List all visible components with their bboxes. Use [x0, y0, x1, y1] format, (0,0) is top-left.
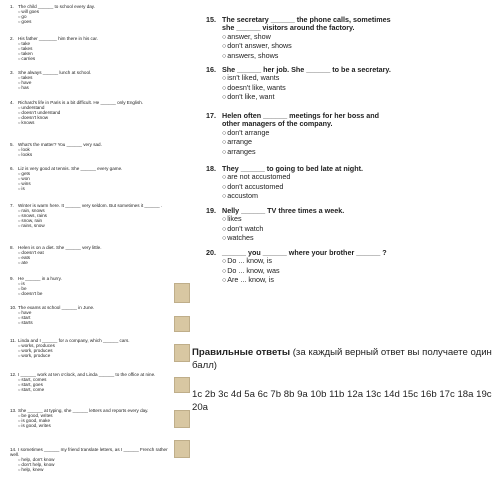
answer-option[interactable]: ○ understand — [10, 105, 170, 110]
answer-option[interactable]: ○ has — [10, 85, 170, 90]
question-text: I ______ work at ten o'clock, and Linda ______ to the office at nine. — [18, 372, 156, 377]
thumbnail[interactable] — [174, 344, 190, 362]
thumbnail[interactable] — [174, 440, 190, 458]
question-number: 6. — [10, 166, 14, 171]
question-number: 14. — [10, 447, 17, 452]
answer-option[interactable]: ○ Do ... know, was — [206, 267, 491, 276]
question — [10, 70, 170, 90]
question — [10, 166, 170, 191]
answer-option[interactable]: ○ don't accustomed — [206, 183, 491, 192]
question-number: 8. — [10, 245, 14, 250]
question-text: I sometimes ______ my friend translate letters, as I ______ French rather well. — [10, 447, 168, 458]
question-number: 20. — [206, 248, 216, 257]
question-number: 15. — [206, 15, 216, 24]
answer-option[interactable]: ○ arranges — [206, 148, 491, 157]
answer-option[interactable]: ○ start — [10, 315, 170, 320]
answer-option[interactable]: ○ help, don't know — [10, 457, 170, 462]
answer-option[interactable]: ○ knows — [10, 120, 170, 125]
question — [10, 100, 170, 125]
thumbnail-strip — [172, 0, 194, 480]
answer-option[interactable]: ○ rains, snow — [10, 223, 170, 228]
answer-option[interactable]: ○ have — [10, 80, 170, 85]
answers-key: 1c 2b 3c 4d 5a 6c 7b 8b 9a 10b 11b 12a 13c 14d 15c 16b 17c 18a 19c 20a — [192, 389, 492, 413]
answer-option[interactable]: ○ is good, writes — [10, 423, 170, 428]
question — [206, 165, 491, 202]
question-text: The child ______ to school every day. — [18, 4, 96, 9]
answer-option[interactable]: ○ answer, show — [206, 33, 491, 42]
answer-option[interactable]: ○ doesn't be — [10, 291, 170, 296]
answer-option[interactable]: ○ look — [10, 147, 170, 152]
question — [10, 203, 170, 228]
answer-option[interactable]: ○ is — [10, 281, 170, 286]
answer-option[interactable]: ○ isn't liked, wants — [206, 74, 491, 83]
answer-option[interactable]: ○ answers, shows — [206, 52, 491, 61]
question — [206, 207, 491, 244]
question — [10, 36, 170, 61]
answer-option[interactable]: ○ looks — [10, 152, 170, 157]
question-text-continued: other managers of the company. — [222, 119, 333, 129]
question — [10, 142, 170, 157]
question-number: 10. — [10, 305, 17, 310]
answer-option[interactable]: ○ work, produces — [10, 348, 170, 353]
thumbnail[interactable] — [174, 283, 190, 303]
answer-option[interactable]: ○ Are ... know, is — [206, 276, 491, 285]
answer-option[interactable]: ○ snows, rains — [10, 213, 170, 218]
left-page — [0, 0, 172, 480]
question-text: The exams at school ______ in June. — [18, 305, 95, 310]
question-text: She ______ her job. She ______ to be a secretary. — [222, 65, 391, 74]
answer-option[interactable]: ○ works, produces — [10, 343, 170, 348]
answer-option[interactable]: ○ taken — [10, 51, 170, 56]
thumbnail[interactable] — [174, 410, 190, 428]
answers-heading: Правильные ответы (за каждый верный ответ вы получаете один балл) — [192, 347, 492, 371]
question-text: His father _______ him there in his car. — [18, 36, 98, 41]
question — [10, 408, 170, 428]
question-number: 19. — [206, 206, 216, 215]
question — [206, 249, 491, 286]
question — [10, 338, 170, 358]
question-text: What's the matter? You ______ very sad. — [18, 142, 102, 147]
answer-option[interactable]: ○ start, come — [10, 387, 170, 392]
answer-option[interactable]: ○ doesn't eat — [10, 250, 170, 255]
answer-option[interactable]: ○ start, comes — [10, 377, 170, 382]
answer-option[interactable]: ○ don't like, want — [206, 93, 491, 102]
question — [206, 16, 491, 61]
question-text: Liz is very good at tennis. She ______ every game. — [18, 166, 123, 171]
answer-option[interactable]: ○ gets — [10, 171, 170, 176]
question — [10, 305, 170, 325]
question-number: 17. — [206, 111, 216, 120]
question-text: Nelly ______ TV three times a week. — [222, 206, 345, 215]
answer-option[interactable]: ○ Do ... know, is — [206, 257, 491, 266]
answer-option[interactable]: ○ eats — [10, 255, 170, 260]
question-text: He ______ in a hurry. — [18, 276, 62, 281]
answer-option[interactable]: ○ work, produce — [10, 353, 170, 358]
answer-option[interactable]: ○ take — [10, 41, 170, 46]
answer-option[interactable]: ○ doesn't know — [10, 115, 170, 120]
question-text: She always ______ lunch at school. — [18, 70, 92, 75]
question-number: 13. — [10, 408, 17, 413]
thumbnail[interactable] — [174, 377, 190, 393]
answer-option[interactable]: ○ be good, writes — [10, 413, 170, 418]
question — [10, 245, 170, 265]
question-number: 11. — [10, 338, 17, 343]
answer-option[interactable]: ○ will goes — [10, 9, 170, 14]
question-text: They ______ to going to bed late at night. — [222, 164, 363, 173]
answer-option[interactable]: ○ ate — [10, 260, 170, 265]
answer-option[interactable]: ○ wins — [10, 181, 170, 186]
question-text: Winter is warm here. It ______ very seldom. But sometimes it ______ . — [18, 203, 163, 208]
answer-option[interactable]: ○ are not accustomed — [206, 173, 491, 182]
answer-option[interactable]: ○ doesn't like, wants — [206, 84, 491, 93]
question-number: 9. — [10, 276, 14, 281]
answer-option[interactable]: ○ don't watch — [206, 225, 491, 234]
answer-option[interactable]: ○ carries — [10, 56, 170, 61]
answer-option[interactable]: ○ is — [10, 186, 170, 191]
answer-option[interactable]: ○ snow, rain — [10, 218, 170, 223]
thumbnail[interactable] — [174, 316, 190, 332]
answer-option[interactable]: ○ goes — [10, 19, 170, 24]
question-text: ______ you ______ where your brother ______ ? — [222, 248, 387, 257]
answer-option[interactable]: ○ help, knew — [10, 467, 170, 472]
answer-option[interactable]: ○ don't arrange — [206, 129, 491, 138]
question-number: 3. — [10, 70, 14, 75]
question — [10, 372, 170, 392]
question — [10, 4, 170, 24]
answer-option[interactable]: ○ rain, snows — [10, 208, 170, 213]
question-text: Helen often ______ meetings for her boss and — [222, 111, 379, 120]
answer-option[interactable]: ○ go — [10, 14, 170, 19]
question — [206, 112, 491, 157]
answer-option[interactable]: ○ watches — [206, 234, 491, 243]
question-text: She ______ at typing, she ______ letters and reports every day. — [18, 408, 149, 413]
question-text: Richard's life in Paris is a bit difficult. He ______ only English. — [18, 100, 144, 105]
question-number: 12. — [10, 372, 17, 377]
answer-option[interactable]: ○ takes — [10, 46, 170, 51]
answer-option[interactable]: ○ start, goes — [10, 382, 170, 387]
answer-option[interactable]: ○ have — [10, 310, 170, 315]
answer-option[interactable]: ○ takes — [10, 75, 170, 80]
question-number: 4. — [10, 100, 14, 105]
question — [10, 447, 170, 472]
answer-option[interactable]: ○ won — [10, 176, 170, 181]
question-number: 2. — [10, 36, 14, 41]
answer-option[interactable]: ○ be — [10, 286, 170, 291]
question-number: 5. — [10, 142, 14, 147]
question-text: Helen is on a diet. She ______ very little. — [18, 245, 102, 250]
question-number: 16. — [206, 65, 216, 74]
answer-option[interactable]: ○ arrange — [206, 138, 491, 147]
question-text-continued: she ______ visitors around the factory. — [222, 23, 355, 33]
question-text: Linda and I ______ for a company, which ______ cars. — [18, 338, 130, 343]
answer-option[interactable]: ○ starts — [10, 320, 170, 325]
answer-option[interactable]: ○ don't help, know — [10, 462, 170, 467]
answer-option[interactable]: ○ doesn't understand — [10, 110, 170, 115]
question-number: 7. — [10, 203, 14, 208]
question — [10, 276, 170, 296]
question — [206, 66, 491, 103]
question-text: The secretary ______ the phone calls, sometimes — [222, 15, 391, 24]
question-number: 18. — [206, 164, 216, 173]
answer-option[interactable]: ○ likes — [206, 215, 491, 224]
answer-option[interactable]: ○ don't answer, shows — [206, 42, 491, 51]
answer-option[interactable]: ○ accustom — [206, 192, 491, 201]
answer-option[interactable]: ○ is good, make — [10, 418, 170, 423]
question-number: 1. — [10, 4, 14, 9]
